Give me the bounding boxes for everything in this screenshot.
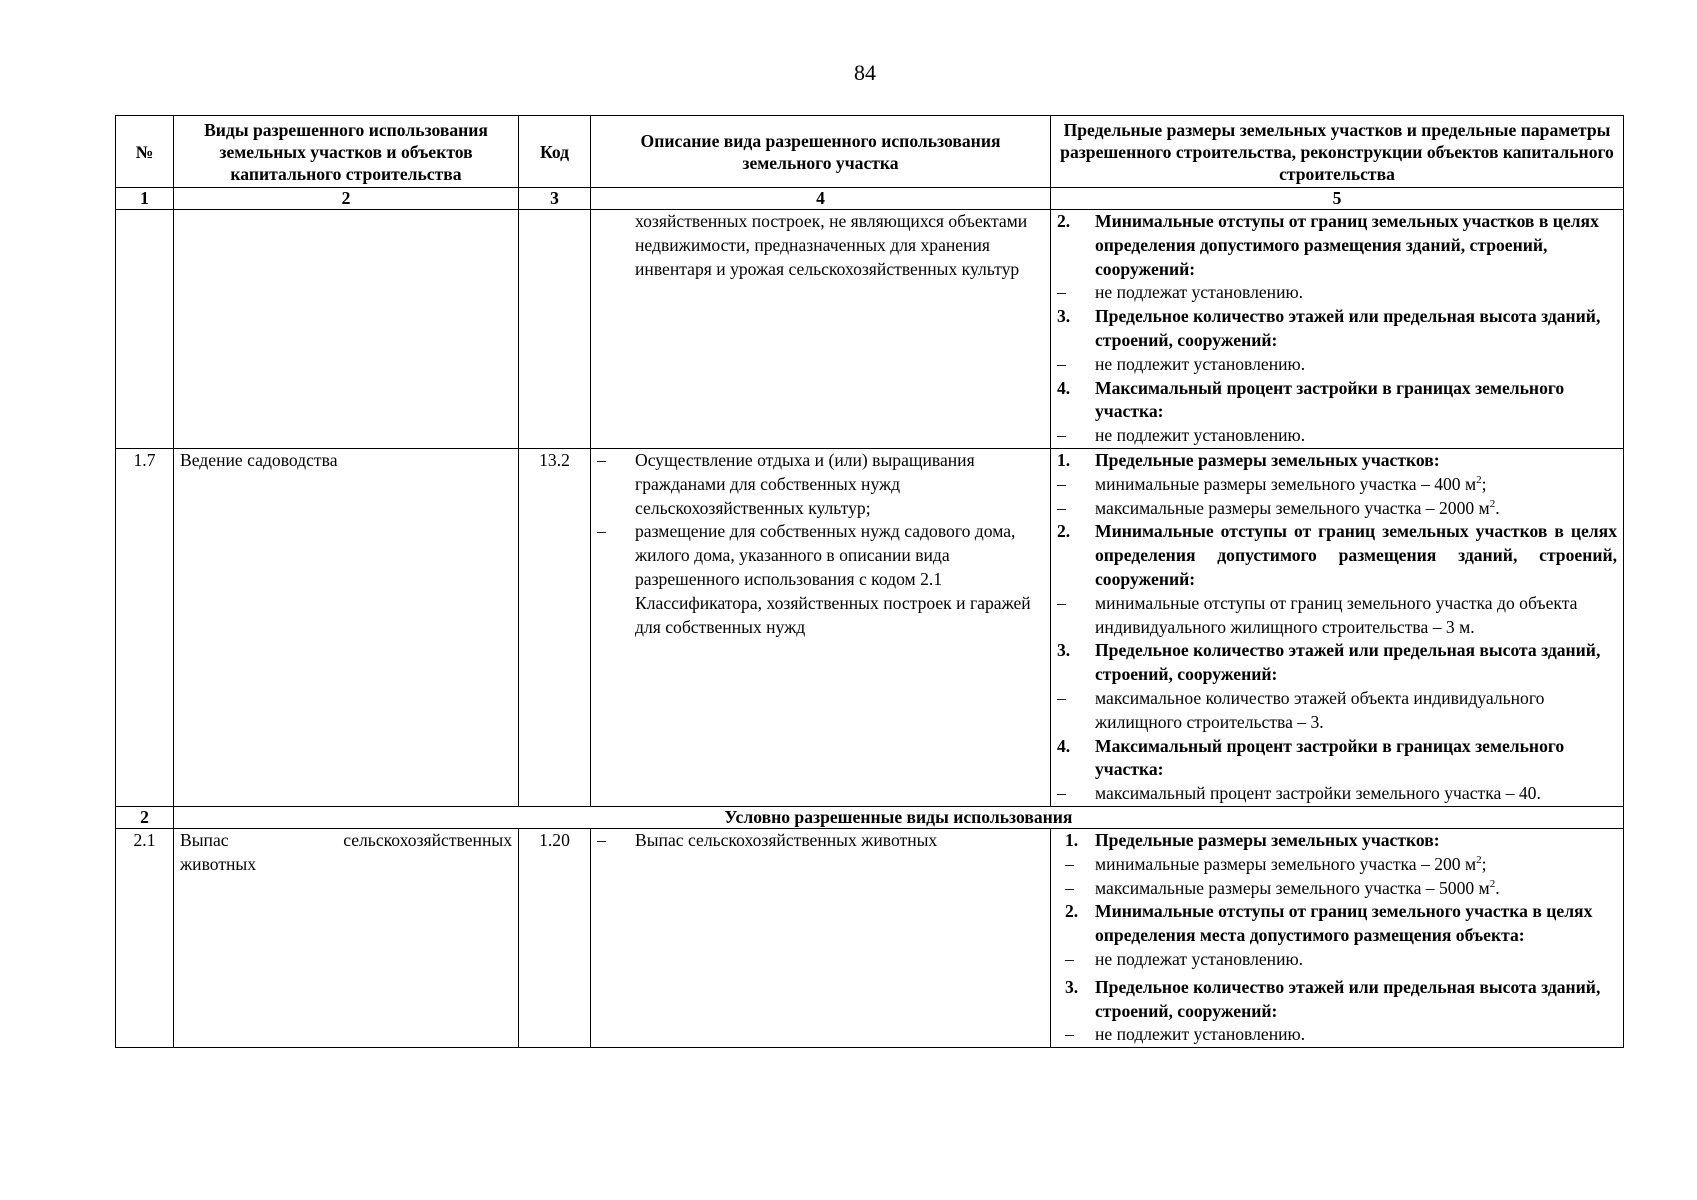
column-number: 2 [174, 188, 519, 210]
column-number: 3 [519, 188, 591, 210]
row-number: 2.1 [116, 828, 174, 1047]
param-item: – минимальные отступы от границ земельного участка до объекта индивидуального жилищного строительства – 3 м. [1057, 592, 1578, 637]
param-item: 1. Предельные размеры земельных участков: [1065, 829, 1440, 850]
table-header-row [116, 116, 1624, 188]
param-item: 2. Минимальные отступы от границ земельного участка в целях определения места допустимого размещения объекта: [1065, 901, 1593, 946]
row-code: 1.20 [519, 828, 591, 1047]
param-item: – минимальные размеры земельного участка – 200 $м^2$; [1065, 853, 1487, 874]
section-row [116, 806, 1624, 828]
column-number: 4 [591, 188, 1051, 210]
param-item: – не подлежат установлению. [1065, 948, 1304, 969]
row-use-type [174, 210, 519, 449]
description-item: – Осуществление отдыха и (или) выращивания гражданами для собственных нужд сельскохозяйственных культур; [597, 449, 975, 518]
param-item: – максимальный процент застройки земельного участка – 40. [1057, 783, 1541, 804]
table-row [116, 448, 1624, 806]
header-parameters: Предельные размеры земельных участков и предельные параметры разрешенного строительства, реконструкции объектов капитального строительства [1051, 116, 1624, 188]
row-use-type: Ведение садоводства [174, 448, 519, 806]
header-use-type: Виды разрешенного использования земельных участков и объектов капитального строительства [174, 116, 519, 188]
header-code: Код [519, 116, 591, 188]
param-item: 4. Максимальный процент застройки в границах земельного участка: [1057, 377, 1565, 422]
section-title: Условно разрешенные виды использования [174, 806, 1624, 828]
header-description: Описание вида разрешенного использования земельного участка [591, 116, 1051, 188]
param-item: – максимальные размеры земельного участка – 5000 $м^2$. [1065, 877, 1500, 898]
param-item: – не подлежит установлению. [1065, 1024, 1306, 1045]
param-item: 1. Предельные размеры земельных участков: [1057, 449, 1440, 470]
row-number: 1.7 [116, 448, 174, 806]
row-number [116, 210, 174, 449]
param-item: 4. Максимальный процент застройки в границах земельного участка: [1057, 735, 1565, 780]
row-description [591, 828, 1051, 1047]
param-item: 3. Предельное количество этажей или предельная высота зданий, строений, сооружений: [1057, 640, 1601, 685]
description-text: хозяйственных построек, не являющихся объектами недвижимости, предназначенных для хранения инвентаря и урожая сельскохозяйственных культур [635, 211, 1028, 279]
table-row [116, 210, 1624, 449]
row-parameters [1051, 448, 1624, 806]
param-item: 3. Предельное количество этажей или предельная высота зданий, строений, сооружений: [1065, 976, 1601, 1021]
table-row [116, 828, 1624, 1047]
row-code [519, 210, 591, 449]
section-number: 2 [116, 806, 174, 828]
param-item: – не подлежит установлению. [1057, 425, 1306, 446]
page-number: 84 [854, 60, 876, 85]
row-code: 13.2 [519, 448, 591, 806]
row-description [591, 210, 1051, 449]
row-parameters [1051, 828, 1624, 1047]
description-item: – размещение для собственных нужд садового дома, жилого дома, указанного в описании вида разрешенного использования с кодом 2.1 Классификатора, хозяйственных построек и гаражей для собственных нужд [597, 521, 1031, 637]
row-use-type: Выпас сельскохозяйственных животных [174, 828, 519, 1047]
regulations-table [115, 115, 1624, 1048]
column-number-row [116, 188, 1624, 210]
row-parameters [1051, 210, 1624, 449]
param-item: 2. Минимальные отступы от границ земельных участков в целях определения допустимого размещения зданий, строений, сооружений: [1057, 521, 1617, 589]
param-item: – максимальные размеры земельного участка – 2000 $м^2$. [1057, 497, 1500, 518]
param-item: – не подлежат установлению. [1057, 282, 1304, 303]
column-number: 1 [116, 188, 174, 210]
row-description [591, 448, 1051, 806]
header-number: № [116, 116, 174, 188]
param-item: 2. Минимальные отступы от границ земельных участков в целях определения допустимого размещения зданий, строений, сооружений: [1057, 211, 1599, 279]
description-item: – Выпас сельскохозяйственных животных [597, 829, 938, 850]
param-item: – минимальные размеры земельного участка – 400 $м^2$; [1057, 473, 1487, 494]
column-number: 5 [1051, 188, 1624, 210]
param-item: – максимальное количество этажей объекта индивидуального жилищного строительства – 3. [1057, 687, 1545, 732]
param-item: 3. Предельное количество этажей или предельная высота зданий, строений, сооружений: [1057, 306, 1601, 350]
param-item: – не подлежит установлению. [1057, 353, 1306, 374]
